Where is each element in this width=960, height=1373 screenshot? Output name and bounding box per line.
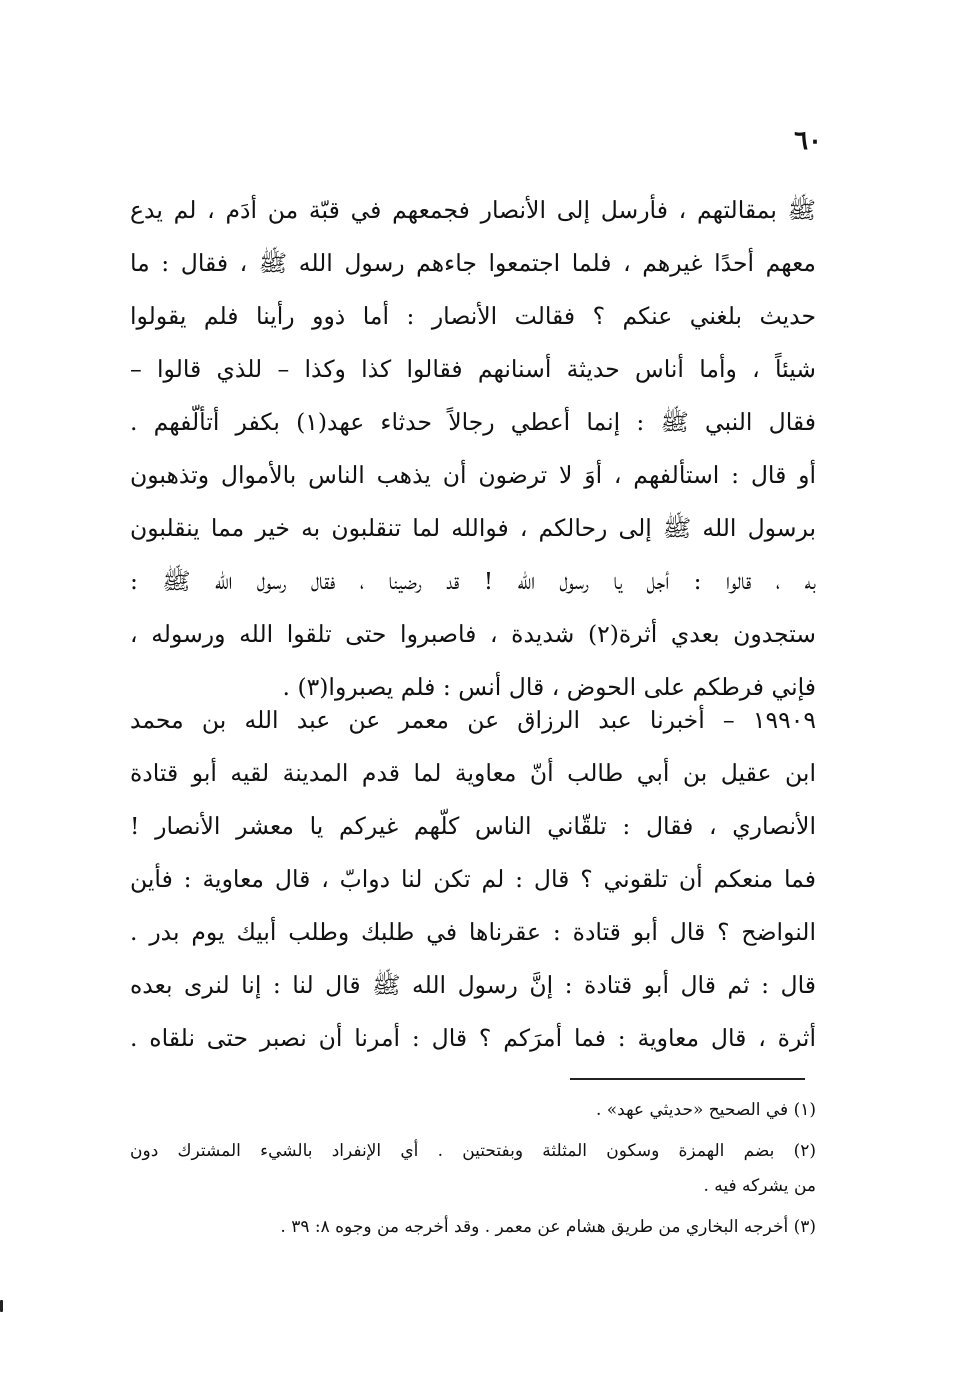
text-line: قال : ثم قال أبو قتادة : إنَّ رسول الله ﷺ قال لنا : إنا لنرى بعده: [130, 971, 816, 999]
hadith-paragraph: [130, 694, 816, 1065]
footnote-text: من يشركه فيه .: [703, 1176, 816, 1196]
scan-edge-mark: [0, 1300, 3, 1312]
text-line: فإني فرطكم على الحوض ، قال أنس : فلم يصبروا(٣) .: [282, 673, 816, 701]
text-line: شيئاً ، وأما أناس حديثة أسنانهم فقالوا كذا وكذا – للذي قالوا –: [130, 355, 816, 383]
footnote-1: [130, 1093, 816, 1128]
text-line: فما منعكم أن تلقوني ؟ قال : لم تكن لنا دوابّ ، قال معاوية : فأين: [130, 865, 817, 893]
footnote-3: [130, 1210, 816, 1245]
text-line: برسول الله ﷺ إلى رحالكم ، فوالله لما تنقلبون به خير مما ينقلبون: [130, 514, 816, 542]
text-line: ستجدون بعدي أثرة(٢) شديدة ، فاصبروا حتى تلقوا الله ورسوله ،: [130, 620, 816, 648]
text-line: النواضح ؟ قال أبو قتادة : عقرناها في طلبك وطلب أبيك يوم بدر .: [130, 918, 816, 946]
footnote-text: (٣) أخرجه البخاري من طريق هشام عن معمر . وقد أخرجه من وجوه ٨: ٣٩ .: [280, 1217, 816, 1237]
text-line: ﷺ بمقالتهم ، فأرسل إلى الأنصار فجمعهم في قبّة من أدَم ، لم يدع: [130, 196, 816, 224]
text-line: ابن عقيل بن أبي طالب أنّ معاوية لما قدم المدينة لقيه أبو قتادة: [130, 759, 816, 787]
footnote-separator: [570, 1078, 805, 1080]
footnote-2: [130, 1134, 816, 1204]
text-line: فقال النبي ﷺ : إنما أعطي رجالاً حدثاء عهد(١) بكفر أتألّفهم .: [130, 408, 816, 436]
footnote-text: (٢) بضم الهمزة وسكون المثلثة وبفتحتين . أي الإنفراد بالشيء المشترك دون: [130, 1141, 816, 1161]
page-number: ٦٠: [794, 126, 822, 156]
text-line: به ، قالوا : أجل يا رسول الله ! قد رضينا ، فقال رسول الله ﷺ :: [130, 567, 816, 595]
text-line: معهم أحدًا غيرهم ، فلما اجتمعوا جاءهم رسول الله ﷺ ، فقال : ما: [130, 249, 816, 277]
text-line: حديث بلغني عنكم ؟ فقالت الأنصار : أما ذوو رأينا فلم يقولوا: [130, 302, 816, 330]
text-line: أثرة ، قال معاوية : فما أمرَكم ؟ قال : أمرنا أن نصبر حتى نلقاه .: [130, 1024, 816, 1052]
text-line: ١٩٩٠٩ – أخبرنا عبد الرزاق عن معمر عن عبد الله بن محمد: [130, 706, 816, 734]
text-line: أو قال : استألفهم ، أوَ لا ترضون أن يذهب الناس بالأموال وتذهبون: [130, 461, 816, 489]
text-line: الأنصاري ، فقال : تلقّاني الناس كلّهم غيركم يا معشر الأنصار !: [130, 812, 816, 840]
footnote-text: (١) في الصحيح «حديثي عهد» .: [595, 1100, 816, 1120]
paragraph-continuation: [130, 184, 816, 714]
